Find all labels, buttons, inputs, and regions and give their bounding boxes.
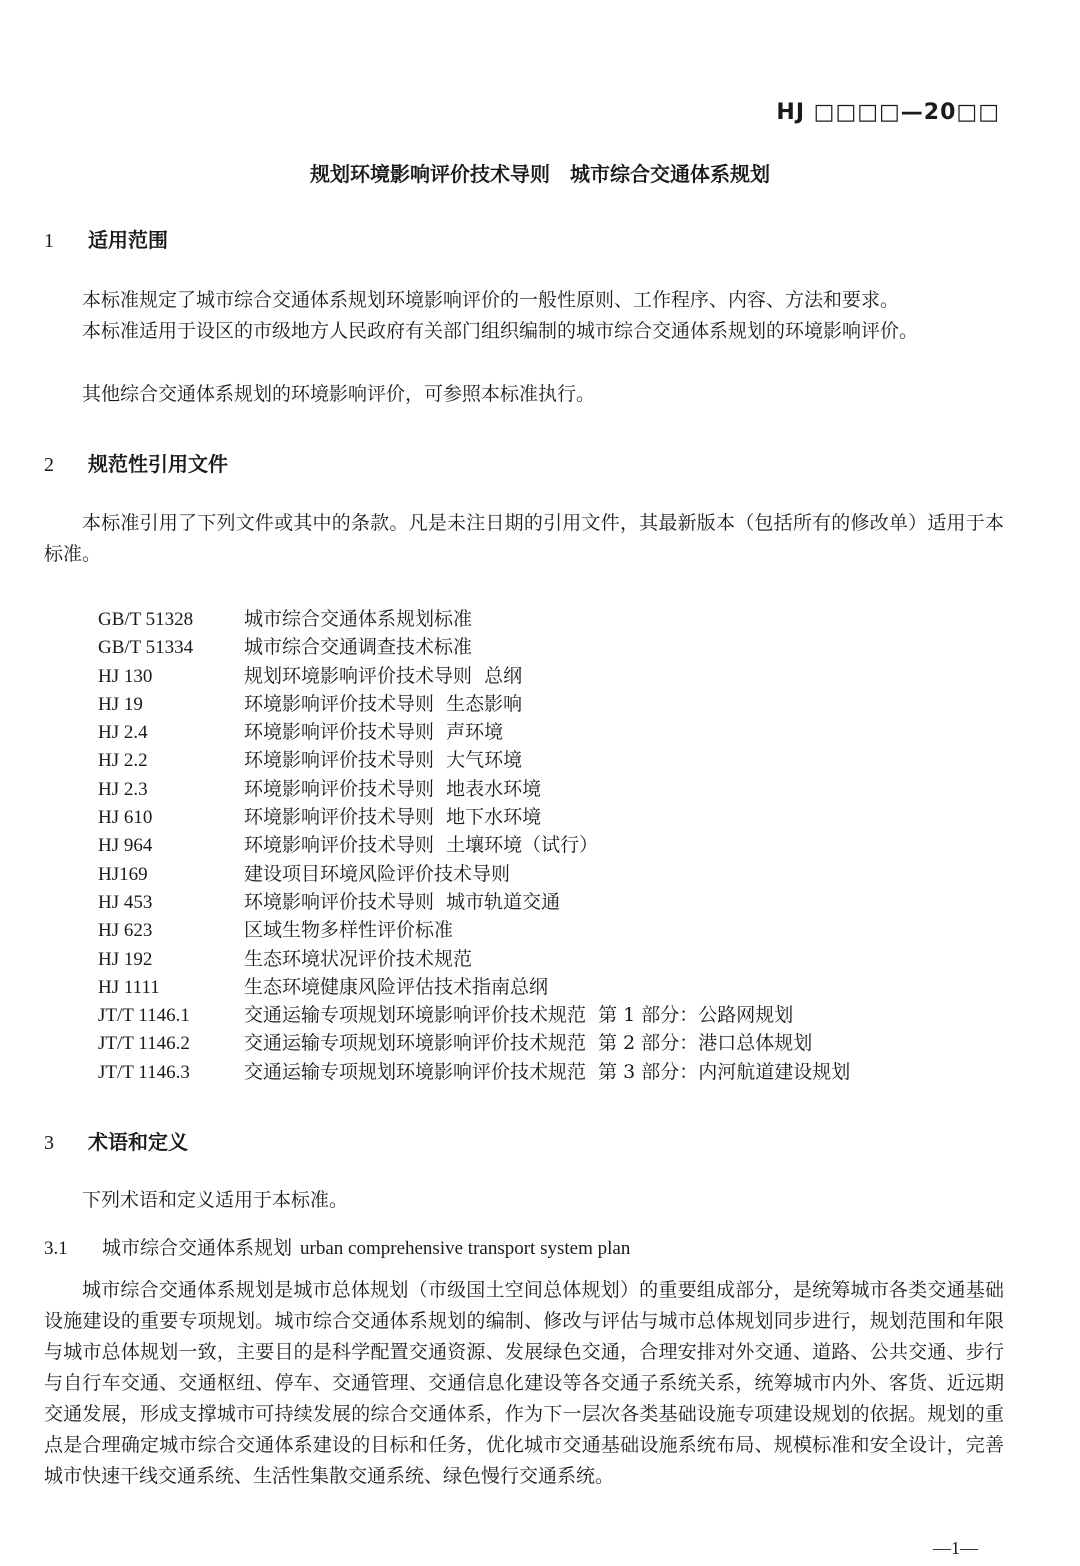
- reference-code: GB/T 51334: [98, 637, 194, 659]
- reference-row: [98, 803, 850, 831]
- reference-name: 环境影响评价技术导则 地下水环境: [244, 806, 542, 829]
- section-1-paragraph-1: 本标准规定了城市综合交通体系规划环境影响评价的一般性原则、工作程序、内容、方法和要求。: [82, 289, 900, 311]
- term-number: 3.1: [44, 1238, 68, 1259]
- reference-code: HJ 623: [98, 920, 153, 942]
- reference-name: 环境影响评价技术导则 土壤环境（试行）: [244, 834, 599, 857]
- reference-code: HJ169: [98, 863, 148, 885]
- section-title: 术语和定义: [88, 1130, 188, 1154]
- reference-row: [98, 746, 850, 774]
- term-3-1-definition: 城市综合交通体系规划是城市总体规划（市级国土空间总体规划）的重要组成部分，是统筹城市各类交通基础设施建设的重要专项规划。城市综合交通体系规划的编制、修改与评估与城市总体规划同步进行，规划范围和年限与城市总体规划一致，主要目的是科学配置交通资源、发展绿色交通，合理安排对外交通、道路、公共交通、步行与自行车交通、交通枢纽、停车、交通管理、交通信息化建设等各交通子系统关系，统筹城市内外、客货、近远期交通发展，形成支撑城市可持续发展的综合交通体系，作为下一层次各类基础设施专项建设规划的依据。规划的重点是合理确定城市综合交通体系建设的目标和任务，优化城市交通基础设施系统布局、规模标准和安全设计，完善城市快速干线交通系统、生活性集散交通系统、绿色慢行交通系统。: [44, 1279, 1004, 1487]
- reference-row: [98, 831, 850, 859]
- reference-row: [98, 633, 850, 661]
- reference-code: HJ 130: [98, 665, 153, 687]
- term-title-english: urban comprehensive transport system plan: [300, 1238, 631, 1259]
- reference-name: 生态环境状况评价技术规范: [244, 947, 473, 970]
- reference-name: 环境影响评价技术导则 地表水环境: [244, 777, 542, 800]
- section-1-paragraph-2: 本标准适用于设区的市级地方人民政府有关部门组织编制的城市综合交通体系规划的环境影响评价。: [82, 320, 919, 342]
- section-number: 3: [44, 1132, 54, 1154]
- reference-row: [98, 605, 850, 633]
- reference-row: [98, 945, 850, 973]
- reference-name: 城市综合交通调查技术标准: [244, 636, 473, 659]
- reference-row: [98, 888, 850, 916]
- section-1-heading: [44, 224, 168, 253]
- reference-code: HJ 2.4: [98, 722, 148, 744]
- reference-code: HJ 19: [98, 693, 143, 715]
- reference-code: HJ 453: [98, 891, 153, 913]
- reference-row: [98, 973, 850, 1001]
- reference-name: 建设项目环境风险评价技术导则: [244, 862, 511, 885]
- reference-code: HJ 964: [98, 835, 153, 857]
- reference-row: [98, 860, 850, 888]
- section-title: 规范性引用文件: [88, 452, 228, 476]
- reference-name: 环境影响评价技术导则 生态影响: [244, 692, 523, 715]
- reference-code: HJ 192: [98, 948, 153, 970]
- reference-list: [98, 605, 850, 1086]
- reference-code: HJ 1111: [98, 976, 160, 998]
- reference-row: [98, 690, 850, 718]
- page-number: —1—: [933, 1538, 978, 1558]
- reference-row: [98, 662, 850, 690]
- section-2-heading: [44, 448, 228, 477]
- document-title: 规划环境影响评价技术导则 城市综合交通体系规划: [310, 162, 770, 186]
- reference-code: HJ 2.3: [98, 778, 148, 800]
- reference-code: HJ 2.2: [98, 750, 148, 772]
- reference-name: 交通运输专项规划环境影响评价技术规范 第 2 部分：港口总体规划: [244, 1032, 813, 1055]
- section-number: 1: [44, 230, 54, 252]
- reference-name: 生态环境健康风险评估技术指南总纲: [244, 975, 549, 998]
- term-title: 城市综合交通体系规划: [102, 1237, 293, 1259]
- reference-code: GB/T 51328: [98, 609, 194, 630]
- term-3-1-heading: [44, 1233, 630, 1260]
- reference-name: 交通运输专项规划环境影响评价技术规范 第 3 部分：内河航道建设规划: [244, 1060, 851, 1083]
- reference-row: [98, 916, 850, 944]
- reference-name: 环境影响评价技术导则 声环境: [244, 721, 504, 744]
- reference-name: 环境影响评价技术导则 城市轨道交通: [244, 890, 561, 913]
- reference-code: JT/T 1146.3: [98, 1061, 190, 1083]
- reference-row: [98, 1058, 850, 1086]
- reference-code: JT/T 1146.1: [98, 1005, 190, 1027]
- reference-row: [98, 718, 850, 746]
- section-2-paragraph-1: 本标准引用了下列文件或其中的条款。凡是未注日期的引用文件，其最新版本（包括所有的修改单）适用于本标准。: [44, 512, 1004, 565]
- section-1-paragraph-3: 其他综合交通体系规划的环境影响评价，可参照本标准执行。: [82, 383, 596, 405]
- document-number: HJ □□□□—20□□: [776, 100, 1000, 125]
- reference-row: [98, 1001, 850, 1029]
- section-title: 适用范围: [88, 228, 168, 252]
- reference-name: 环境影响评价技术导则 大气环境: [244, 749, 523, 772]
- reference-name: 城市综合交通体系规划标准: [244, 608, 473, 630]
- reference-row: [98, 775, 850, 803]
- reference-code: JT/T 1146.2: [98, 1033, 190, 1055]
- reference-row: [98, 1029, 850, 1057]
- section-3-paragraph-1: 下列术语和定义适用于本标准。: [82, 1189, 349, 1211]
- reference-name: 规划环境影响评价技术导则 总纲: [244, 664, 523, 687]
- reference-code: HJ 610: [98, 807, 153, 829]
- reference-name: 区域生物多样性评价标准: [244, 919, 454, 942]
- reference-name: 交通运输专项规划环境影响评价技术规范 第 1 部分：公路网规划: [244, 1004, 794, 1027]
- section-number: 2: [44, 454, 54, 476]
- section-3-heading: [44, 1126, 188, 1155]
